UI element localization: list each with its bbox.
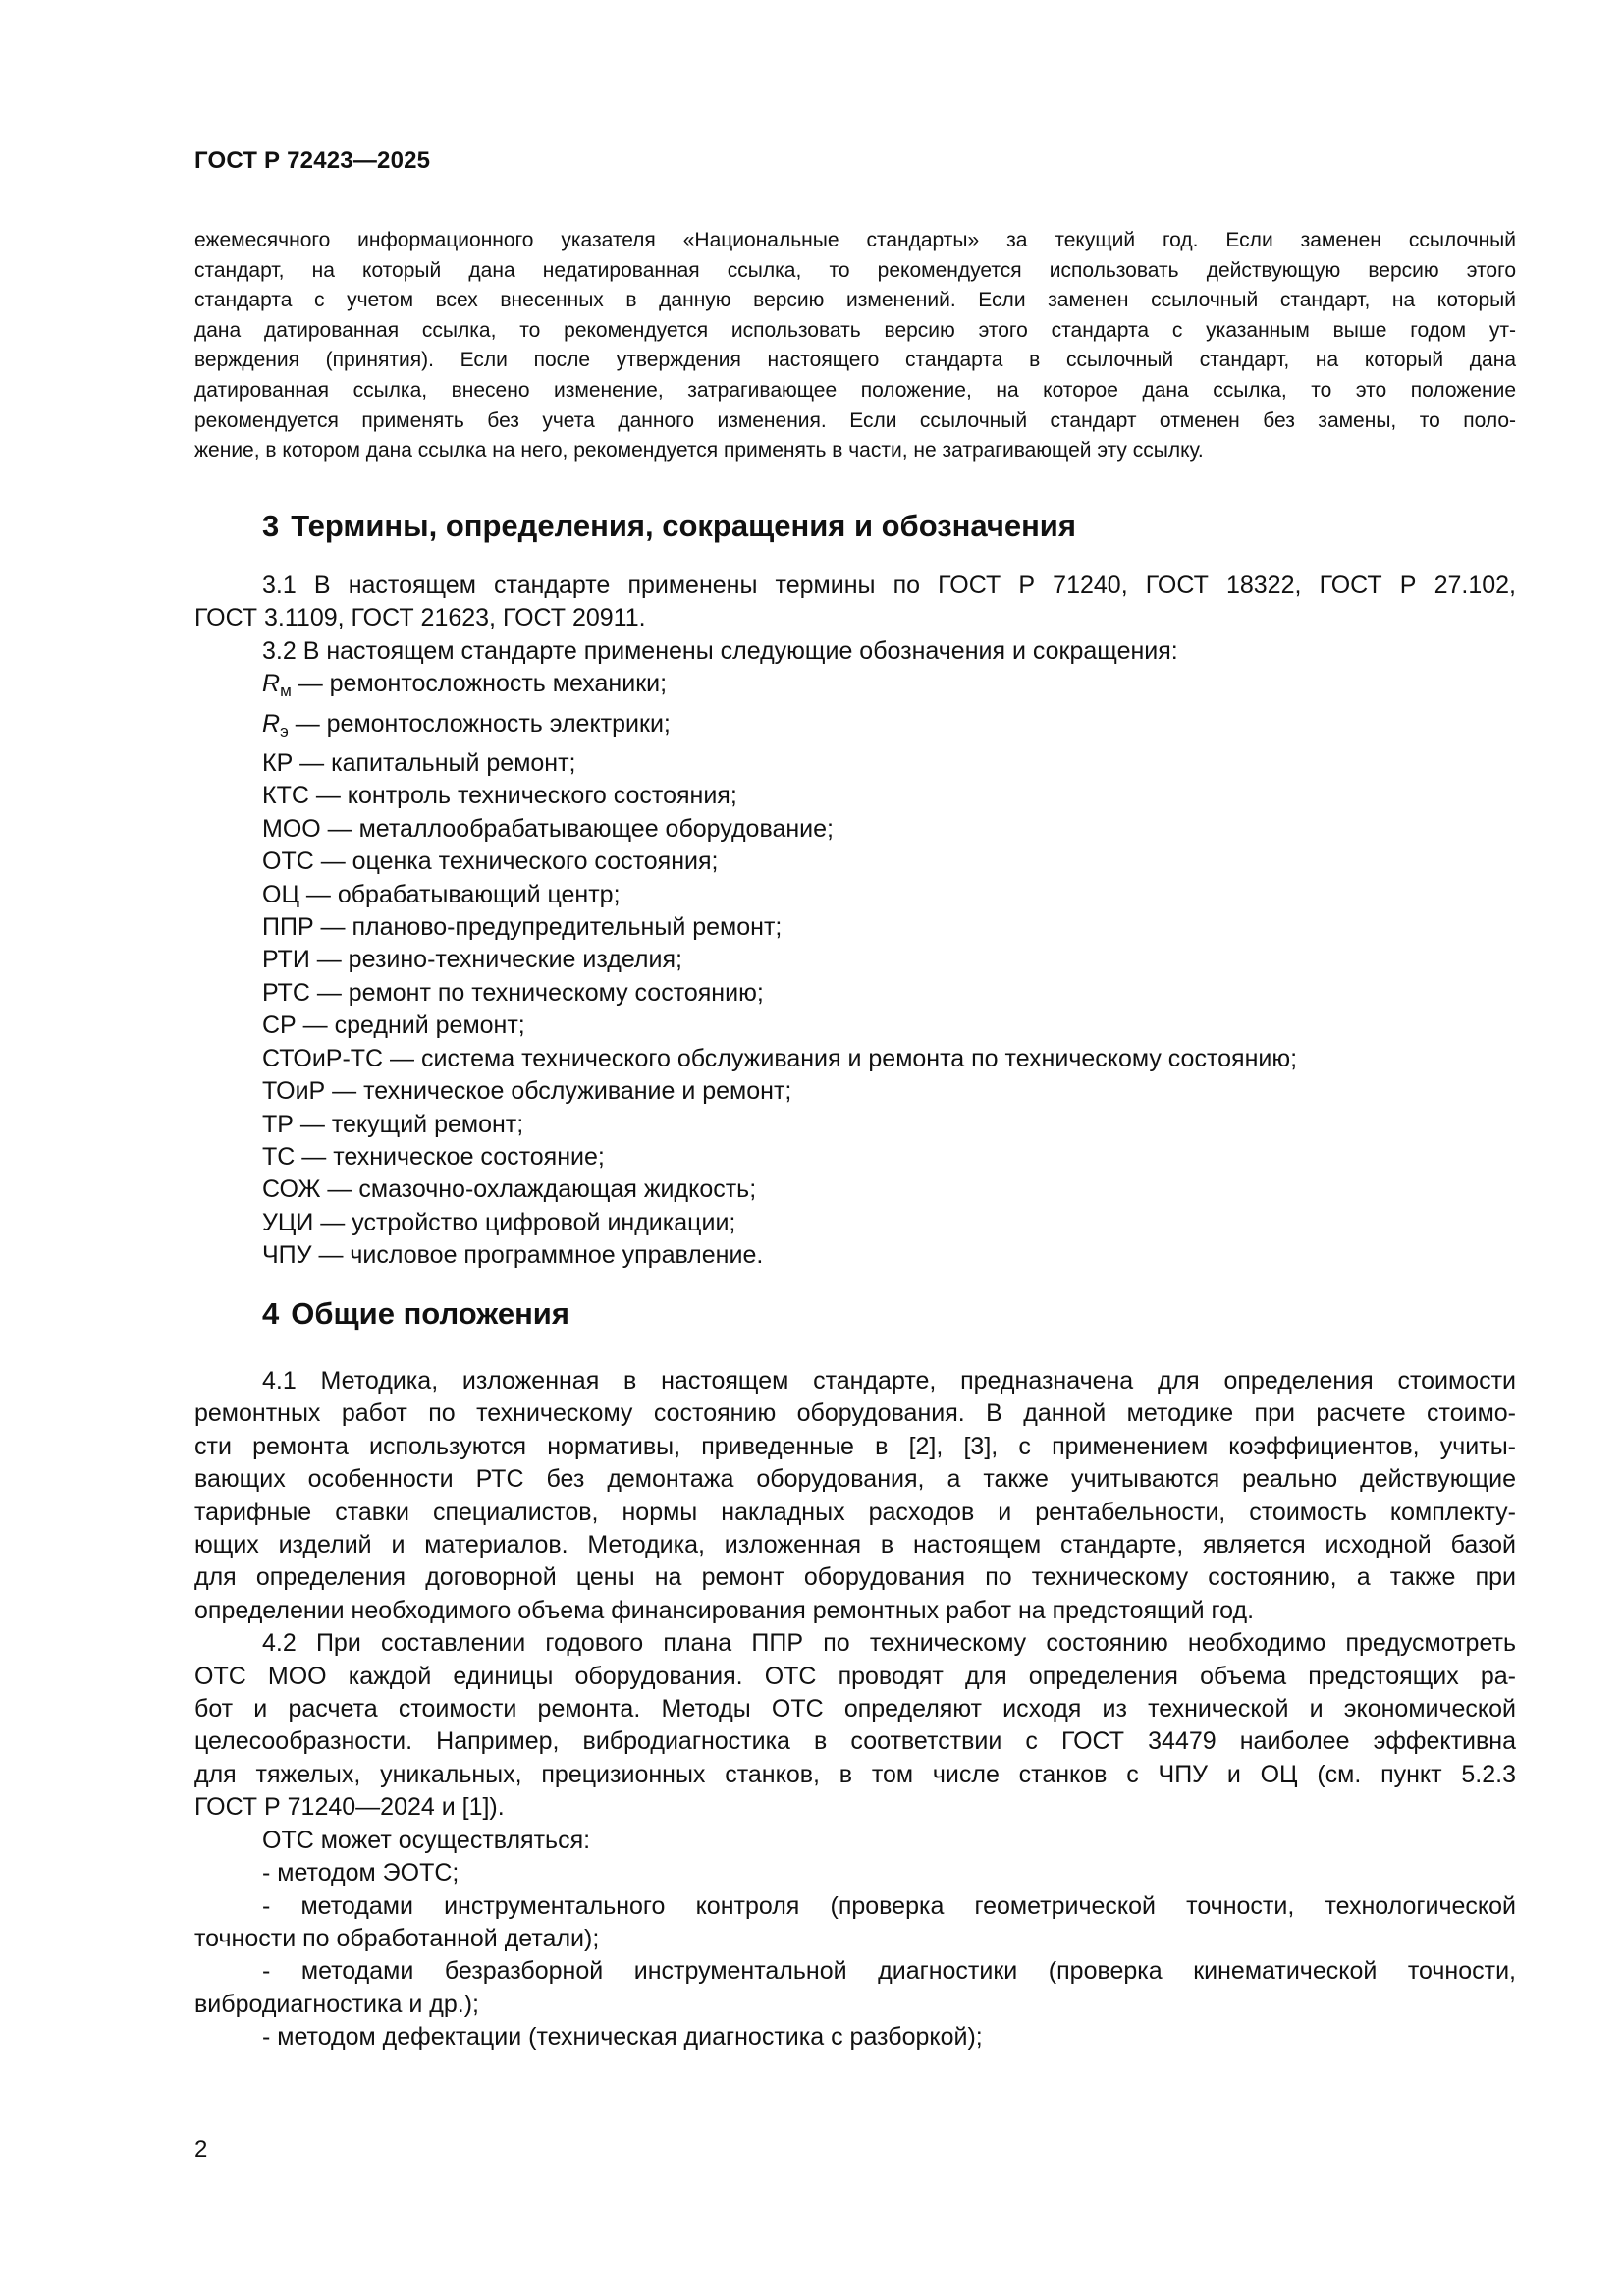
method-item: - методами безразборной инструментальной диагностики (проверка кинематической точности, [262, 1957, 1516, 1986]
symbol-list [194, 668, 1516, 747]
abbreviation-item: ППР — планово-предупредительный ремонт; [262, 913, 783, 942]
abbreviation-item: СР — средний ремонт; [262, 1011, 525, 1040]
clause-3-1-line: 3.1 В настоящем стандарте применены термины по ГОСТ Р 71240, ГОСТ 18322, ГОСТ Р 27.102, [262, 572, 1516, 599]
intro-line: рекомендуется применять без учета данного изменения. Если ссылочный стандарт отменен без замены, то поло- [194, 409, 1516, 432]
intro-line: стандарт, на который дана недатированная ссылка, то рекомендуется использовать действующую версию этого [194, 258, 1516, 282]
abbreviation-item: ОЦ — обрабатывающий центр; [262, 880, 621, 908]
symbol-definition: — ремонтосложность механики; [291, 670, 668, 698]
clause-line: ГОСТ Р 71240—2024 и [1]). [194, 1793, 505, 1822]
abbreviation-item: ТОиР — техническое обслуживание и ремонт; [262, 1077, 792, 1106]
symbol-item [194, 708, 1516, 747]
clause-line: 4.2 При составлении годового плана ППР по техническому состоянию необходимо предусмотреть [262, 1629, 1516, 1658]
intro-line: ежемесячного информационного указателя «Национальные стандарты» за текущий год. Если заменен ссылочный [194, 229, 1516, 251]
clause-4-1 [194, 1365, 1516, 1627]
abbreviation-item: РТС — ремонт по техническому состоянию; [262, 978, 764, 1007]
section-title: Термины, определения, сокращения и обозначения [291, 509, 1076, 543]
clause-line: сти ремонта используются нормативы, приведенные в [2], [3], с применением коэффициентов, учиты- [194, 1432, 1516, 1460]
abbreviation-item: ТР — текущий ремонт; [262, 1110, 524, 1138]
abbreviation-item: ОТС — оценка технического состояния; [262, 847, 719, 876]
clause-3-2: 3.2 В настоящем стандарте применены следующие обозначения и сокращения: [262, 636, 1178, 665]
section-4-body [194, 1365, 1516, 2054]
clause-line: для тяжелых, уникальных, прецизионных станков, в том числе станков с ЧПУ и ОЦ (см. пункт 5.2.3 [194, 1760, 1516, 1788]
abbreviation-item: СОЖ — смазочно-охлаждающая жидкость; [262, 1175, 757, 1204]
section-number: 3 [262, 509, 280, 543]
section-number: 4 [262, 1296, 280, 1331]
symbol-definition: — ремонтосложность электрики; [288, 709, 671, 738]
symbol-subscript: м [280, 682, 292, 701]
abbreviation-item: КР — капитальный ремонт; [262, 749, 576, 778]
method-item-continuation: вибродиагностика и др.); [194, 1990, 479, 2018]
clause-line: ОТС МОО каждой единицы оборудования. ОТС проводят для определения объема предстоящих ра- [194, 1662, 1516, 1690]
section-3-body [194, 570, 1516, 1273]
clause-line: вающих особенности РТС без демонтажа оборудования, а также учитываются реально действующие [194, 1465, 1516, 1494]
abbreviation-item: РТИ — резино-технические изделия; [262, 946, 682, 974]
abbreviation-item: ЧПУ — числовое программное управление. [262, 1241, 764, 1270]
abbreviation-item: ТС — техническое состояние; [262, 1142, 605, 1171]
abbreviation-item: СТОиР-ТС — система технического обслуживания и ремонта по техническому состоянию; [262, 1044, 1298, 1072]
symbol-letter: R [262, 670, 281, 698]
intro-line: датированная ссылка, внесено изменение, затрагивающее положение, на которое дана ссылка, то это положение [194, 378, 1516, 402]
clause-line: определении необходимого объема финансирования ремонтных работ на предстоящий год. [194, 1596, 1255, 1624]
symbol-letter: R [262, 709, 281, 738]
symbol-item [194, 668, 1516, 707]
method-item: - методом ЭОТС; [262, 1859, 460, 1887]
clause-line: для определения договорной цены на ремонт оборудования по техническому состоянию, а также при [194, 1563, 1516, 1592]
document-header: ГОСТ Р 72423—2025 [194, 147, 431, 174]
clause-4-2 [194, 1627, 1516, 1824]
abbreviation-list [194, 747, 1516, 1273]
clause-3-1-line: ГОСТ 3.1109, ГОСТ 21623, ГОСТ 20911. [194, 604, 646, 632]
clause-line: ремонтных работ по техническому состоянию оборудования. В данной методике при расчете стоимо- [194, 1399, 1516, 1428]
clause-line: бот и расчета стоимости ремонта. Методы ОТС определяют исходя из технической и экономической [194, 1695, 1516, 1723]
clause-line: 4.1 Методика, изложенная в настоящем стандарте, предназначена для определения стоимости [262, 1367, 1516, 1394]
page-number: 2 [194, 2136, 208, 2162]
section-3-heading [262, 509, 1076, 544]
symbol-subscript: э [280, 721, 289, 740]
section-title: Общие положения [291, 1296, 569, 1331]
intro-line: стандарта с учетом всех внесенных в данную версию изменений. Если заменен ссылочный стандарт, на который [194, 289, 1516, 312]
method-item: - методами инструментального контроля (проверка геометрической точности, технологической [262, 1891, 1516, 1920]
clause-line: целесообразности. Например, вибродиагностика в соответствии с ГОСТ 34479 наиболее эффективна [194, 1727, 1516, 1756]
abbreviation-item: КТС — контроль технического состояния; [262, 782, 737, 810]
intro-line: верждения (принятия). Если после утверждения настоящего стандарта в ссылочный стандарт, на который дана [194, 349, 1516, 372]
clause-line: тарифные ставки специалистов, нормы накладных расходов и рентабельности, стоимость комплекту- [194, 1498, 1516, 1526]
intro-line: дана датированная ссылка, то рекомендуется использовать версию этого стандарта с указанным выше годом ут- [194, 318, 1516, 342]
abbreviation-item: УЦИ — устройство цифровой индикации; [262, 1208, 736, 1236]
method-item: - методом дефектации (техническая диагностика с разборкой); [262, 2023, 983, 2051]
method-item-continuation: точности по обработанной детали); [194, 1924, 600, 1952]
intro-line: жение, в котором дана ссылка на него, рекомендуется применять в части, не затрагивающей эту ссылку. [194, 439, 1204, 463]
ots-intro: ОТС может осуществляться: [262, 1826, 591, 1854]
section-4-heading [262, 1296, 569, 1332]
clause-line: ющих изделий и материалов. Методика, изложенная в настоящем стандарте, является исходной базой [194, 1531, 1516, 1559]
abbreviation-item: МОО — металлообрабатывающее оборудование; [262, 814, 834, 843]
intro-paragraph [194, 226, 1516, 466]
